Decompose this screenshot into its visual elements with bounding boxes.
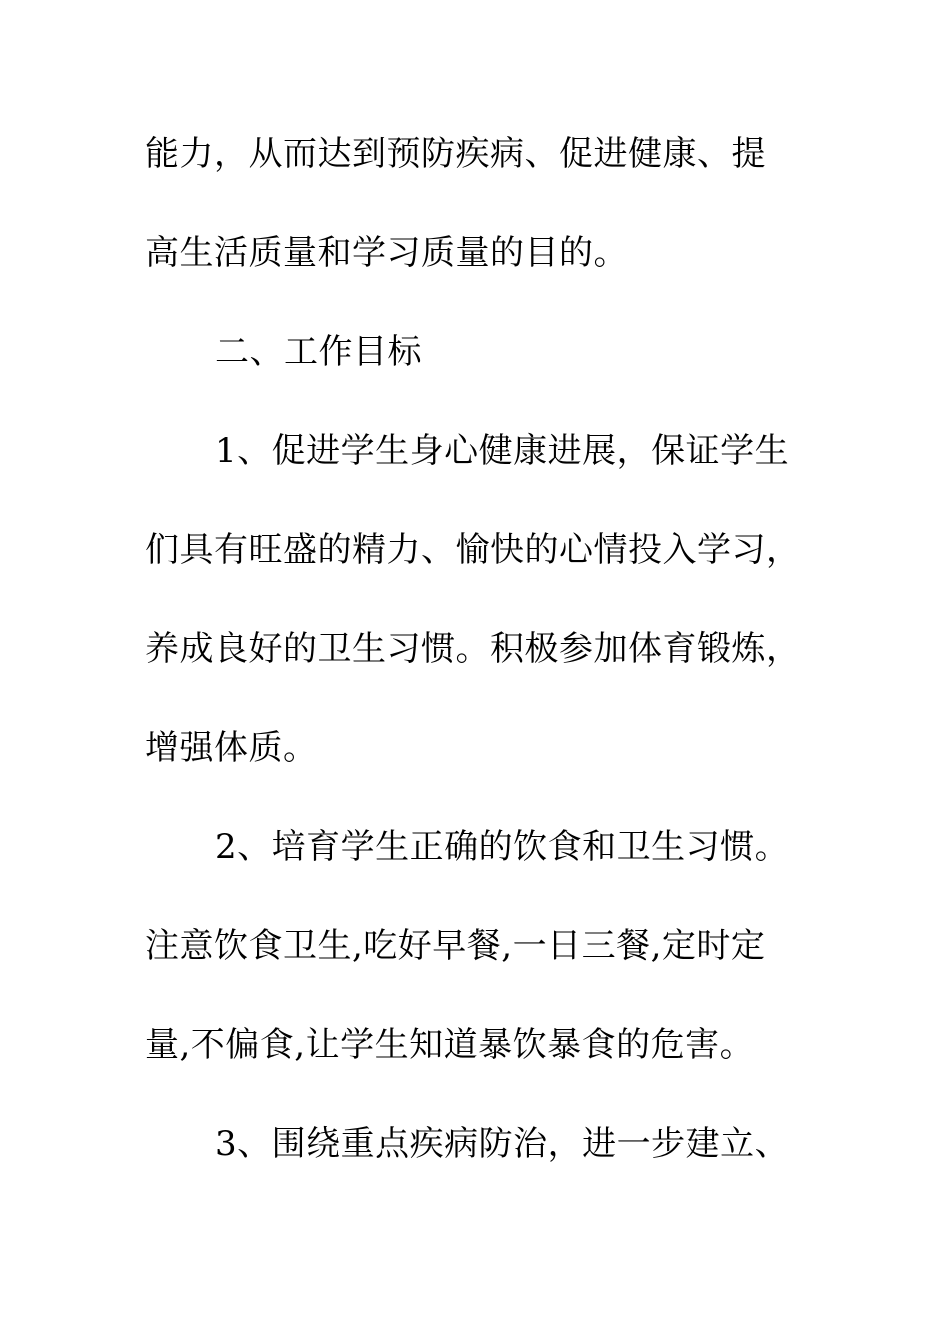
text-line-7: 增强体质。 [145, 728, 318, 768]
text-line-2: 高生活质量和学习质量的目的。 [145, 233, 628, 273]
text-line-9: 注意饮食卫生,吃好早餐,一日三餐,定时定 [145, 926, 766, 966]
text-line-11: 3、围绕重点疾病防治，进一步建立、 [215, 1124, 790, 1164]
text-line-6: 养成良好的卫生习惯。积极参加体育锻炼， [145, 629, 801, 669]
text-line-1: 能力，从而达到预防疾病、促进健康、提 [145, 134, 766, 174]
text-line-5: 们具有旺盛的精力、愉快的心情投入学习， [145, 530, 801, 570]
section-heading-work-goals: 二、工作目标 [215, 332, 422, 372]
text-line-4: 1、促进学生身心健康进展，保证学生 [215, 431, 790, 471]
text-line-10: 量,不偏食,让学生知道暴饮暴食的危害。 [145, 1025, 755, 1065]
text-line-8: 2、培育学生正确的饮食和卫生习惯。 [215, 827, 790, 867]
